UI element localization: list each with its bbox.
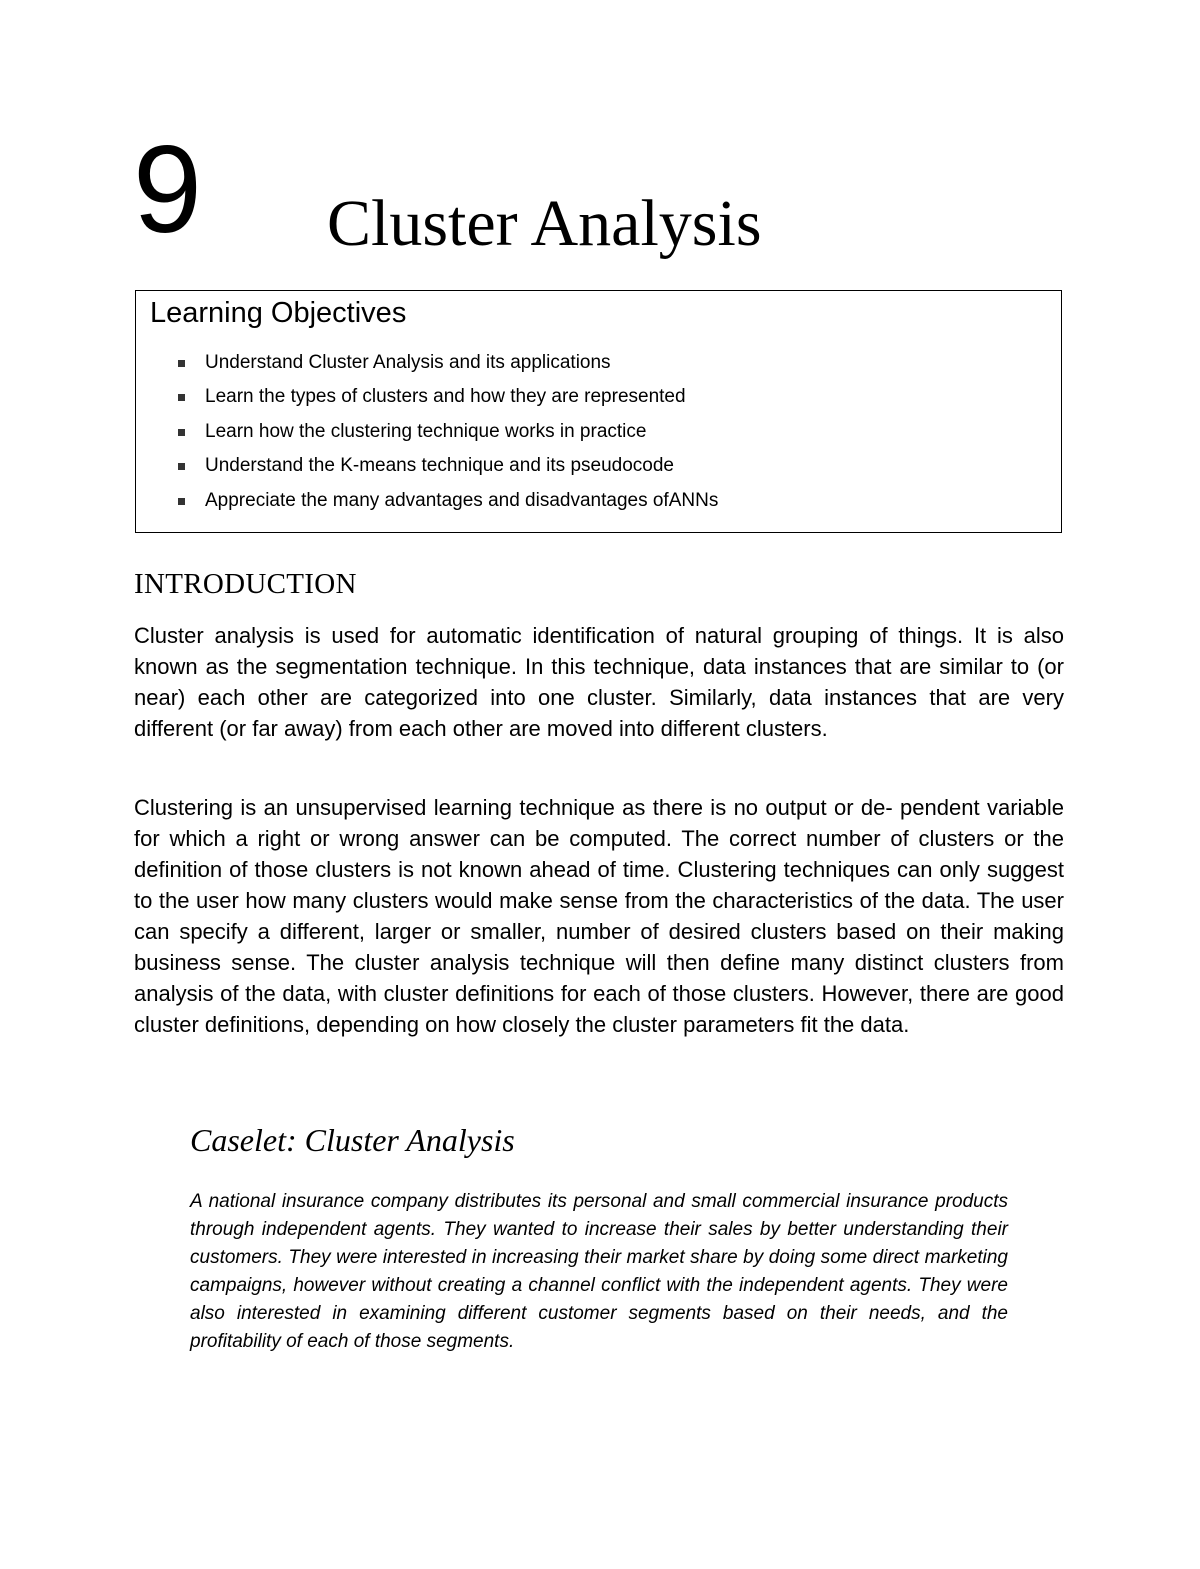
objective-text: Appreciate the many advantages and disadvantages ofANNs (205, 489, 719, 511)
square-bullet-icon (178, 429, 185, 436)
introduction-paragraph: Clustering is an unsupervised learning technique as there is no output or de- pendent variable for which a right or wrong answer can be computed. The correct number of clusters or the definition of those clusters is not known ahead of time. Clustering techniques can only suggest to the user how many clusters would make sense from the characteristics of the data. The user can specify a different, larger or smaller, number of desired clusters based on their making business sense. The cluster analysis technique will then define many distinct clusters from analysis of the data, with cluster definitions for each of those clusters. However, there are good cluster definitions, depending on how closely the cluster parameters fit the data. (134, 795, 1064, 1037)
objective-text: Learn how the clustering technique works in practice (205, 420, 647, 442)
introduction-paragraph: Cluster analysis is used for automatic identification of natural grouping of things. It is also known as the segmentation technique. In this technique, data instances that are similar to (or near) each other are categorized into one cluster. Similarly, data instances that are very different (or far away) from each other are moved into different clusters. (134, 623, 1064, 741)
objective-item (178, 385, 718, 419)
objective-item (178, 420, 718, 454)
learning-objectives-list (178, 351, 718, 523)
objective-text: Learn the types of clusters and how they are represented (205, 386, 686, 408)
objective-text: Understand the K-means technique and its pseudocode (205, 455, 674, 477)
chapter-title: Cluster Analysis (327, 187, 762, 260)
objective-item (178, 454, 718, 488)
objective-item (178, 351, 718, 385)
square-bullet-icon (178, 498, 185, 505)
square-bullet-icon (178, 360, 185, 367)
learning-objectives-box (135, 290, 1062, 533)
caselet-title: Caselet: Cluster Analysis (190, 1122, 515, 1158)
objective-item (178, 489, 718, 523)
objective-text: Understand Cluster Analysis and its applications (205, 352, 611, 373)
learning-objectives-heading: Learning Objectives (150, 297, 407, 329)
chapter-number: 9 (133, 121, 202, 259)
square-bullet-icon (178, 463, 185, 470)
introduction-heading: INTRODUCTION (134, 568, 357, 600)
caselet-body: A national insurance company distributes its personal and small commercial insurance products through independent agents. They wanted to increase their sales by better understanding their customers. They were interested in increasing their market share by doing some direct marketing campaigns, however without creating a channel conflict with the independent agents. They were also interested in examining different customer segments based on their needs, and the profitability of each of those segments. (190, 1191, 1008, 1352)
square-bullet-icon (178, 394, 185, 401)
